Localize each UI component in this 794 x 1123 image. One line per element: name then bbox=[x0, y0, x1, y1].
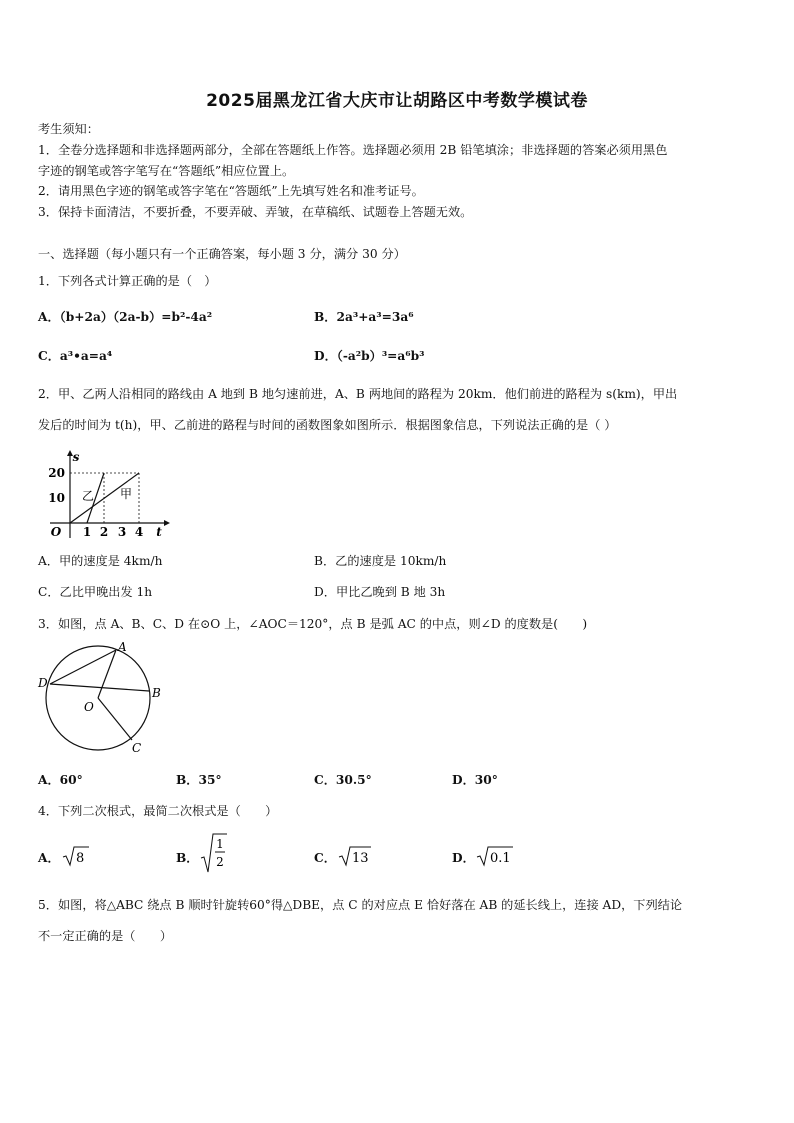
x-axis-label: t bbox=[156, 525, 162, 539]
q2-option-b: B．乙的速度是 10km/h bbox=[314, 554, 447, 568]
q4-option-d-radicand: 0.1 bbox=[490, 851, 511, 866]
q4-option-b-numerator: 1 bbox=[216, 837, 224, 851]
q3-stem: 3．如图，点 A、B、C、D 在⊙O 上，∠AOC＝120°，点 B 是弧 AC 的中点，则∠D 的度数是( ) bbox=[38, 617, 588, 631]
q1-option-c: C．a³•a=a⁴ bbox=[38, 349, 113, 363]
q4-option-a-prefix: A． bbox=[38, 851, 60, 865]
q2-stem-line2: 发后的时间为 t(h)，甲、乙前进的路程与时间的函数图象如图所示．根据图象信息，下列说法正确的是（ ） bbox=[38, 418, 617, 432]
q5-stem-line1: 5．如图，将△ABC 绕点 B 顺时针旋转60°得△DBE，点 C 的对应点 E 恰好落在 AB 的延长线上，连接 AD，下列结论 bbox=[38, 898, 683, 912]
q4-option-c-radical bbox=[339, 846, 371, 866]
y-tick-10: 10 bbox=[48, 491, 65, 505]
q4-option-c-prefix: C． bbox=[314, 851, 336, 865]
notice-item-3: 3．保持卡面清洁，不要折叠，不要弄破、弄皱，在草稿纸、试题卷上答题无效。 bbox=[38, 205, 473, 219]
notice-item-1: 1．全卷分选择题和非选择题两部分，全部在答题纸上作答。选择题必须用 2B 铅笔填涂；非选择题的答案必须用黑色 bbox=[38, 143, 668, 157]
y-tick-20: 20 bbox=[48, 466, 65, 480]
origin-label: O bbox=[50, 525, 62, 539]
q3-option-c: C．30.5° bbox=[314, 773, 372, 787]
notice-item-2: 2．请用黑色字迹的钢笔或答字笔在“答题纸”上先填写姓名和准考证号。 bbox=[38, 184, 424, 198]
point-d-label: D bbox=[38, 676, 48, 690]
q3-circle-figure bbox=[36, 640, 166, 760]
q4-option-a-radical bbox=[63, 846, 89, 866]
q2-stem-line1: 2．甲、乙两人沿相同的路线由 A 地到 B 地匀速前进，A、B 两地间的路程为 20km．他们前进的路程为 s(km)，甲出 bbox=[38, 387, 678, 401]
q2-option-d: D．甲比乙晚到 B 地 3h bbox=[314, 585, 446, 599]
section-heading: 一、选择题（每小题只有一个正确答案，每小题 3 分，满分 30 分） bbox=[38, 247, 406, 261]
q2-option-c: C．乙比甲晚出发 1h bbox=[38, 585, 153, 599]
q4-option-c-radicand: 13 bbox=[352, 851, 369, 866]
point-o-label: O bbox=[84, 700, 94, 714]
x-tick-2: 2 bbox=[99, 525, 109, 539]
q3-option-b: B．35° bbox=[176, 773, 222, 787]
page-title: 2025届黑龙江省大庆市让胡路区中考数学模试卷 bbox=[206, 91, 588, 111]
q3-option-d: D．30° bbox=[452, 773, 498, 787]
q4-option-b-denominator: 2 bbox=[216, 855, 224, 869]
q5-stem-line2: 不一定正确的是（ ） bbox=[38, 929, 173, 943]
label-jia: 甲 bbox=[119, 487, 133, 501]
q3-option-a: A．60° bbox=[38, 773, 83, 787]
notice-item-1-cont: 字迹的钢笔或答字笔写在“答题纸”相应位置上。 bbox=[38, 164, 295, 178]
x-tick-4: 4 bbox=[134, 525, 144, 539]
q2-option-a: A．甲的速度是 4km/h bbox=[38, 554, 163, 568]
q2-distance-time-graph bbox=[42, 450, 172, 540]
point-b-label: B bbox=[152, 686, 161, 700]
q4-option-d-radical bbox=[477, 846, 513, 866]
q1-option-a: A．（b+2a）（2a-b）=b²-4a² bbox=[38, 310, 213, 324]
q4-option-b-prefix: B． bbox=[176, 851, 199, 865]
q4-stem: 4．下列二次根式，最简二次根式是（ ） bbox=[38, 804, 278, 818]
notice-heading: 考生须知： bbox=[38, 122, 99, 136]
q4-option-d-prefix: D． bbox=[452, 851, 475, 865]
q1-option-b: B．2a³+a³=3a⁶ bbox=[314, 310, 414, 324]
x-tick-1: 1 bbox=[82, 525, 92, 539]
x-tick-3: 3 bbox=[117, 525, 127, 539]
point-a-label: A bbox=[118, 640, 127, 654]
label-yi: 乙 bbox=[81, 489, 95, 503]
point-c-label: C bbox=[132, 741, 142, 755]
q4-option-b-radical bbox=[201, 833, 227, 873]
q4-option-a-radicand: 8 bbox=[76, 851, 85, 866]
q1-stem: 1．下列各式计算正确的是（ ） bbox=[38, 274, 217, 288]
y-axis-label: s bbox=[72, 450, 80, 464]
q1-option-d: D．（-a²b）³=a⁶b³ bbox=[314, 349, 425, 363]
